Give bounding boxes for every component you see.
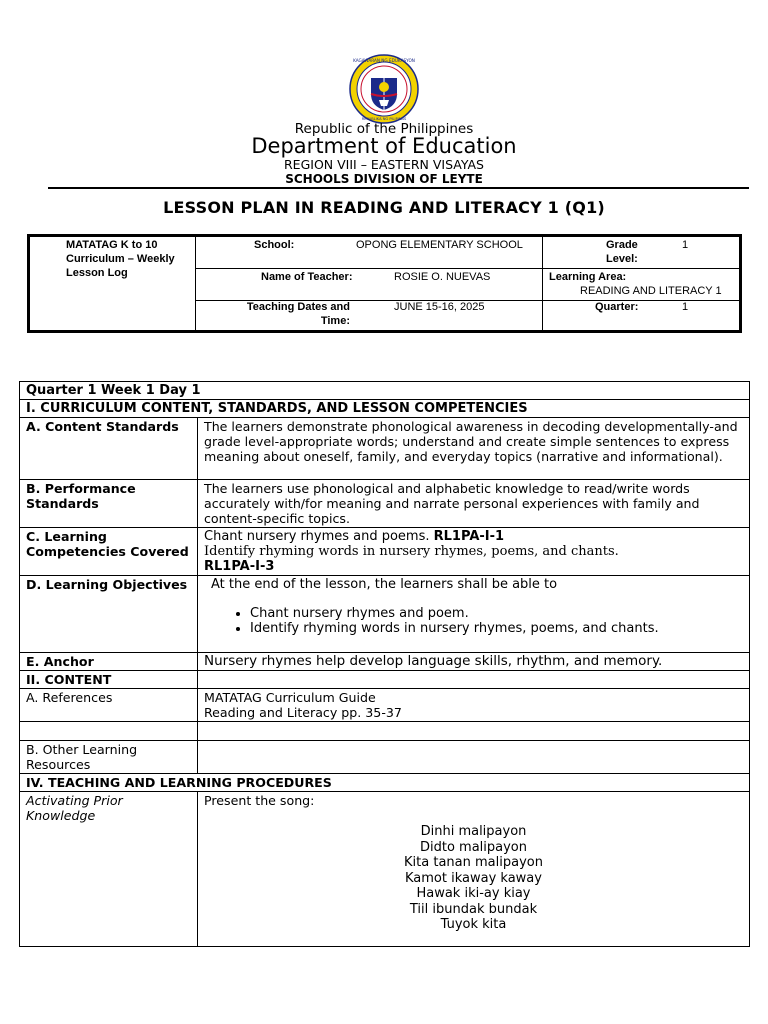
teacher-value: ROSIE O. NUEVAS xyxy=(394,271,491,283)
other-resources-label: B. Other Learning Resources xyxy=(20,741,198,774)
lesson-info-box xyxy=(27,234,742,333)
competency-1: Chant nursery rhymes and poems. xyxy=(204,529,430,544)
learning-objectives-cell xyxy=(198,576,750,653)
week-header: Quarter 1 Week 1 Day 1 xyxy=(20,382,750,400)
section-curriculum-content: I. CURRICULUM CONTENT, STANDARDS, AND LESSON COMPETENCIES xyxy=(20,400,750,418)
song-line: Dinhi malipayon xyxy=(420,824,527,839)
competency-2: Identify rhyming words in nursery rhymes, poems, and chants. xyxy=(204,544,619,559)
deped-seal-logo xyxy=(349,54,419,124)
table-row xyxy=(20,689,750,722)
learning-competencies-cell xyxy=(198,528,750,576)
region-line: REGION VIII – EASTERN VISAYAS xyxy=(284,157,484,172)
activating-prior-knowledge-cell xyxy=(198,792,750,947)
teaching-dates-value: JUNE 15-16, 2025 xyxy=(394,301,485,313)
learning-area-value: READING AND LITERACY 1 xyxy=(580,285,722,297)
log-title-line1: MATATAG K to 10 xyxy=(66,239,158,251)
competency-code-2: RL1PA-I-3 xyxy=(204,559,275,574)
table-row xyxy=(20,576,750,653)
lesson-plan-table xyxy=(19,381,750,947)
objectives-list xyxy=(204,606,743,636)
grade-value: 1 xyxy=(682,239,689,251)
school-label: School: xyxy=(254,239,295,251)
seal-text-bottom: REPUBLIKA NG PILIPINAS xyxy=(361,117,407,121)
table-row xyxy=(20,741,750,774)
references-label: A. References xyxy=(20,689,198,722)
table-row xyxy=(20,774,750,792)
lesson-plan-title: LESSON PLAN IN READING AND LITERACY 1 (Q1) xyxy=(163,198,605,217)
objectives-intro: At the end of the lesson, the learners shall be able to xyxy=(211,577,558,592)
section-content: II. CONTENT xyxy=(20,671,198,689)
list-item: • Chant nursery rhymes and poem. xyxy=(250,606,743,621)
department-title: Department of Education xyxy=(251,134,517,158)
empty-cell xyxy=(198,741,750,774)
references-cell xyxy=(198,689,750,722)
quarter-value: 1 xyxy=(682,301,689,313)
log-title-line3: Lesson Log xyxy=(66,267,128,279)
quarter-label: Quarter: xyxy=(595,301,639,313)
learning-objectives-label: D. Learning Objectives xyxy=(20,576,198,653)
empty-cell xyxy=(198,722,750,741)
song-line: Tuyok kita xyxy=(440,917,507,932)
song-line: Tiil ibundak bundak xyxy=(409,901,538,917)
table-row xyxy=(20,722,750,741)
grade-label-line1: Grade xyxy=(606,239,638,251)
teacher-label: Name of Teacher: xyxy=(261,271,353,283)
learning-area-label: Learning Area: xyxy=(549,271,627,283)
grade-label-line2: Level: xyxy=(606,253,638,265)
school-value: OPONG ELEMENTARY SCHOOL xyxy=(356,239,523,251)
anchor-text: Nursery rhymes help develop language skills, rhythm, and memory. xyxy=(198,653,750,671)
performance-standards-label: B. Performance Standards xyxy=(20,480,198,528)
header-divider xyxy=(48,187,749,189)
song-line: Didto malipayon xyxy=(419,839,527,855)
log-title-line2: Curriculum – Weekly xyxy=(66,253,175,265)
table-row xyxy=(20,528,750,576)
anchor-label: E. Anchor xyxy=(20,653,198,671)
info-divider xyxy=(196,268,739,269)
info-divider xyxy=(542,237,543,330)
table-row xyxy=(20,671,750,689)
empty-cell xyxy=(20,722,198,741)
division-line: SCHOOLS DIVISION OF LEYTE xyxy=(285,172,483,186)
teaching-dates-label-line2: Time: xyxy=(320,315,350,327)
song-line: Kamot ikaway kaway xyxy=(405,870,542,886)
song-line: Hawak iki-ay kiay xyxy=(416,886,531,901)
learning-competencies-label: C. Learning Competencies Covered xyxy=(20,528,198,576)
list-item: • Identify rhyming words in nursery rhymes, poems, and chants. xyxy=(250,621,743,636)
content-standards-label: A. Content Standards xyxy=(20,418,198,480)
teaching-dates-label-line1: Teaching Dates and xyxy=(246,301,350,313)
activating-prior-knowledge-label: Activating Prior Knowledge xyxy=(20,792,198,947)
table-row xyxy=(20,400,750,418)
section-teaching-procedures: IV. TEACHING AND LEARNING PROCEDURES xyxy=(20,774,750,792)
content-standards-text: The learners demonstrate phonological awareness in decoding developmentally-and grade level-appropriate words; understand and create simple sentences to express meaning about oneself, family, and everyday topics (narrative and informational). xyxy=(198,418,750,480)
table-row xyxy=(20,792,750,947)
info-divider xyxy=(195,237,196,330)
table-row xyxy=(20,480,750,528)
table-row xyxy=(20,653,750,671)
seal-text-top: KAGAWARAN NG EDUKASYON xyxy=(353,58,415,63)
table-row xyxy=(20,418,750,480)
reference-2: Reading and Literacy pp. 35-37 xyxy=(204,705,402,720)
competency-code-1: RL1PA-I-1 xyxy=(433,529,505,544)
reference-1: MATATAG Curriculum Guide xyxy=(204,690,376,705)
empty-cell xyxy=(198,671,750,689)
song-lyrics xyxy=(204,824,743,933)
republic-line: Republic of the Philippines xyxy=(294,121,474,137)
table-row xyxy=(20,382,750,400)
song-line: Kita tanan malipayon xyxy=(404,855,543,870)
performance-standards-text: The learners use phonological and alphabetic knowledge to read/write words accurately with/for meaning and narrate personal experiences with family and content-specific topics. xyxy=(198,480,750,528)
song-intro: Present the song: xyxy=(204,793,315,808)
